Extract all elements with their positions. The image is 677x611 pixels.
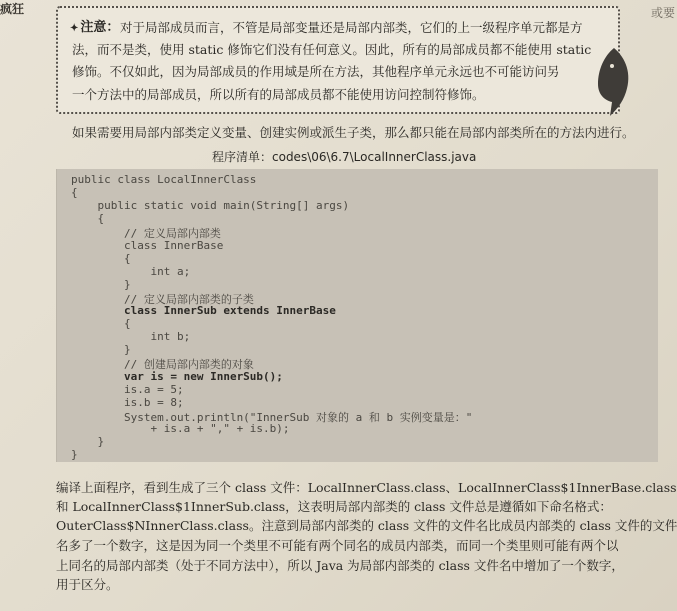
note-line: 法，而不是类，使用 static 修饰它们没有任何意义。因此，所有的局部成员都不能使用 static bbox=[72, 42, 592, 57]
code-line: System.out.println("InnerSub 对象的 a 和 b 实例变量是：" bbox=[71, 410, 473, 424]
code-line: class InnerSub extends InnerBase bbox=[71, 304, 336, 317]
note-box bbox=[56, 6, 620, 114]
code-line: { bbox=[71, 212, 105, 226]
code-line: // 定义局部内部类 bbox=[71, 227, 221, 241]
paragraph-line: 名多了一个数字，这是因为同一个类里不可能有两个同名的成员内部类，而同一个类里则可能有两个以 bbox=[56, 538, 619, 553]
code-line: { bbox=[71, 251, 131, 265]
code-line: public class LocalInnerClass bbox=[71, 173, 257, 186]
note-line: 对于局部成员而言，不管是局部变量还是局部内部类，它们的上一级程序单元都是方 bbox=[120, 20, 583, 35]
code-line: { bbox=[71, 317, 131, 331]
code-line: } bbox=[71, 277, 131, 291]
corner-mark: 疯狂 bbox=[0, 2, 25, 16]
code-line: } bbox=[71, 343, 131, 357]
paragraph-line: 用于区分。 bbox=[56, 577, 119, 592]
paragraph-line: OuterClass$NInnerClass.class。注意到局部内部类的 class 文件的文件名比成员内部类的 class 文件的文件 bbox=[56, 518, 677, 533]
code-line: } bbox=[71, 435, 105, 448]
note-line: 修饰。不仅如此，因为局部成员的作用域是所在方法，其他程序单元永远也不可能访问另 bbox=[72, 64, 560, 79]
code-line: int b; bbox=[71, 330, 191, 344]
code-line: var is = new InnerSub(); bbox=[71, 369, 283, 383]
code-line: + is.a + "," + is.b); bbox=[71, 421, 290, 435]
right-edge-text: 或要 bbox=[650, 6, 675, 20]
paragraph-line: 上同名的局部内部类（处于不同方法中），所以 Java 为局部内部类的 class 文件名中增加了一个数字， bbox=[56, 558, 624, 573]
code-line: is.b = 8; bbox=[71, 395, 184, 409]
code-line: // 创建局部内部类的对象 bbox=[71, 358, 254, 372]
paragraph-line: 编译上面程序，看到生成了三个 class 文件：LocalInnerClass.class、LocalInnerClass$1InnerBase.class bbox=[56, 480, 677, 495]
code-listing bbox=[56, 169, 658, 462]
note-line: 一个方法中的局部成员，所以所有的局部成员都不能使用访问控制符修饰。 bbox=[72, 87, 485, 102]
code-line: is.a = 5; bbox=[71, 382, 184, 396]
intro-text: 如果需要用局部内部类定义变量、创建实例或派生子类，那么都只能在局部内部类所在的方法内进行。 bbox=[72, 125, 635, 140]
code-line: class InnerBase bbox=[71, 238, 224, 252]
dolphin-icon bbox=[592, 44, 636, 118]
code-line: { bbox=[71, 186, 78, 200]
code-line: int a; bbox=[71, 264, 191, 278]
star-icon: ✦ bbox=[70, 23, 79, 34]
note-title-text: 注意： bbox=[80, 20, 120, 35]
note-title bbox=[70, 16, 119, 35]
listing-caption: 程序清单：codes\06\6.7\LocalInnerClass.java bbox=[212, 150, 477, 164]
code-line: public static void main(String[] args) bbox=[71, 199, 350, 213]
paragraph-line: 和 LocalInnerClass$1InnerSub.class，这表明局部内部类的 class 文件总是遵循如下命名格式： bbox=[56, 499, 612, 514]
code-line: } bbox=[71, 448, 78, 462]
code-line: // 定义局部内部类的子类 bbox=[71, 292, 254, 306]
